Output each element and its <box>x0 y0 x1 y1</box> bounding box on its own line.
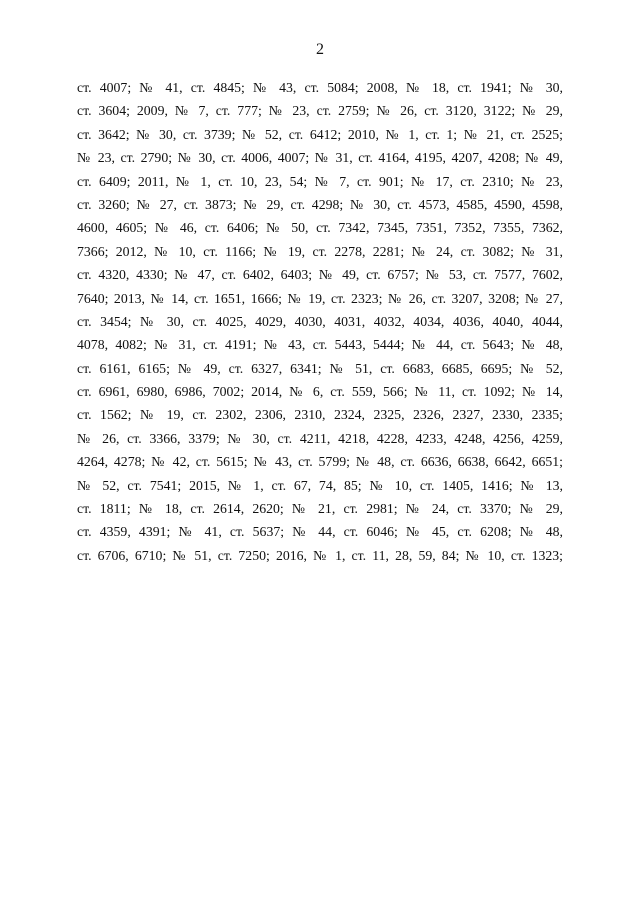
text-line: ст. 6706, 6710; № 51, ст. 7250; 2016, № 1, ст. 11, 28, 59, 84; № 10, ст. 1323; <box>77 547 563 563</box>
text-line: ст. 4320, 4330; № 47, ст. 6402, 6403; № 49, ст. 6757; № 53, ст. 7577, 7602, <box>77 267 563 283</box>
body-text <box>77 76 563 567</box>
text-line: 4264, 4278; № 42, ст. 5615; № 43, ст. 5799; № 48, ст. 6636, 6638, 6642, 6651; <box>77 454 563 470</box>
text-line: № 52, ст. 7541; 2015, № 1, ст. 67, 74, 85; № 10, ст. 1405, 1416; № 13, <box>77 477 563 493</box>
text-line: ст. 3260; № 27, ст. 3873; № 29, ст. 4298; № 30, ст. 4573, 4585, 4590, 4598, <box>77 196 563 212</box>
text-line: 7366; 2012, № 10, ст. 1166; № 19, ст. 2278, 2281; № 24, ст. 3082; № 31, <box>77 243 563 259</box>
text-line: ст. 4007; № 41, ст. 4845; № 43, ст. 5084; 2008, № 18, ст. 1941; № 30, <box>77 80 563 95</box>
text-line: 7640; 2013, № 14, ст. 1651, 1666; № 19, ст. 2323; № 26, ст. 3207, 3208; № 27, <box>77 290 563 306</box>
text-line: ст. 3454; № 30, ст. 4025, 4029, 4030, 4031, 4032, 4034, 4036, 4040, 4044, <box>77 313 563 329</box>
text-line: № 23, ст. 2790; № 30, ст. 4006, 4007; № 31, ст. 4164, 4195, 4207, 4208; № 49, <box>77 150 563 166</box>
text-line: 4078, 4082; № 31, ст. 4191; № 43, ст. 5443, 5444; № 44, ст. 5643; № 48, <box>77 337 563 353</box>
text-line: ст. 4359, 4391; № 41, ст. 5637; № 44, ст. 6046; № 45, ст. 6208; № 48, <box>77 524 563 540</box>
text-line: 4600, 4605; № 46, ст. 6406; № 50, ст. 7342, 7345, 7351, 7352, 7355, 7362, <box>77 220 563 236</box>
text-line: ст. 1562; № 19, ст. 2302, 2306, 2310, 2324, 2325, 2326, 2327, 2330, 2335; <box>77 407 563 423</box>
page-number: 2 <box>316 41 324 58</box>
text-line: № 26, ст. 3366, 3379; № 30, ст. 4211, 4218, 4228, 4233, 4248, 4256, 4259, <box>77 430 563 446</box>
text-line: ст. 1811; № 18, ст. 2614, 2620; № 21, ст. 2981; № 24, ст. 3370; № 29, <box>77 501 563 517</box>
text-line: ст. 3604; 2009, № 7, ст. 777; № 23, ст. 2759; № 26, ст. 3120, 3122; № 29, <box>77 103 563 119</box>
text-line: ст. 6961, 6980, 6986, 7002; 2014, № 6, ст. 559, 566; № 11, ст. 1092; № 14, <box>77 384 563 400</box>
text-line: ст. 6409; 2011, № 1, ст. 10, 23, 54; № 7, ст. 901; № 17, ст. 2310; № 23, <box>77 173 563 189</box>
text-line: ст. 3642; № 30, ст. 3739; № 52, ст. 6412; 2010, № 1, ст. 1; № 21, ст. 2525; <box>77 126 563 142</box>
text-line: ст. 6161, 6165; № 49, ст. 6327, 6341; № 51, ст. 6683, 6685, 6695; № 52, <box>77 360 563 376</box>
